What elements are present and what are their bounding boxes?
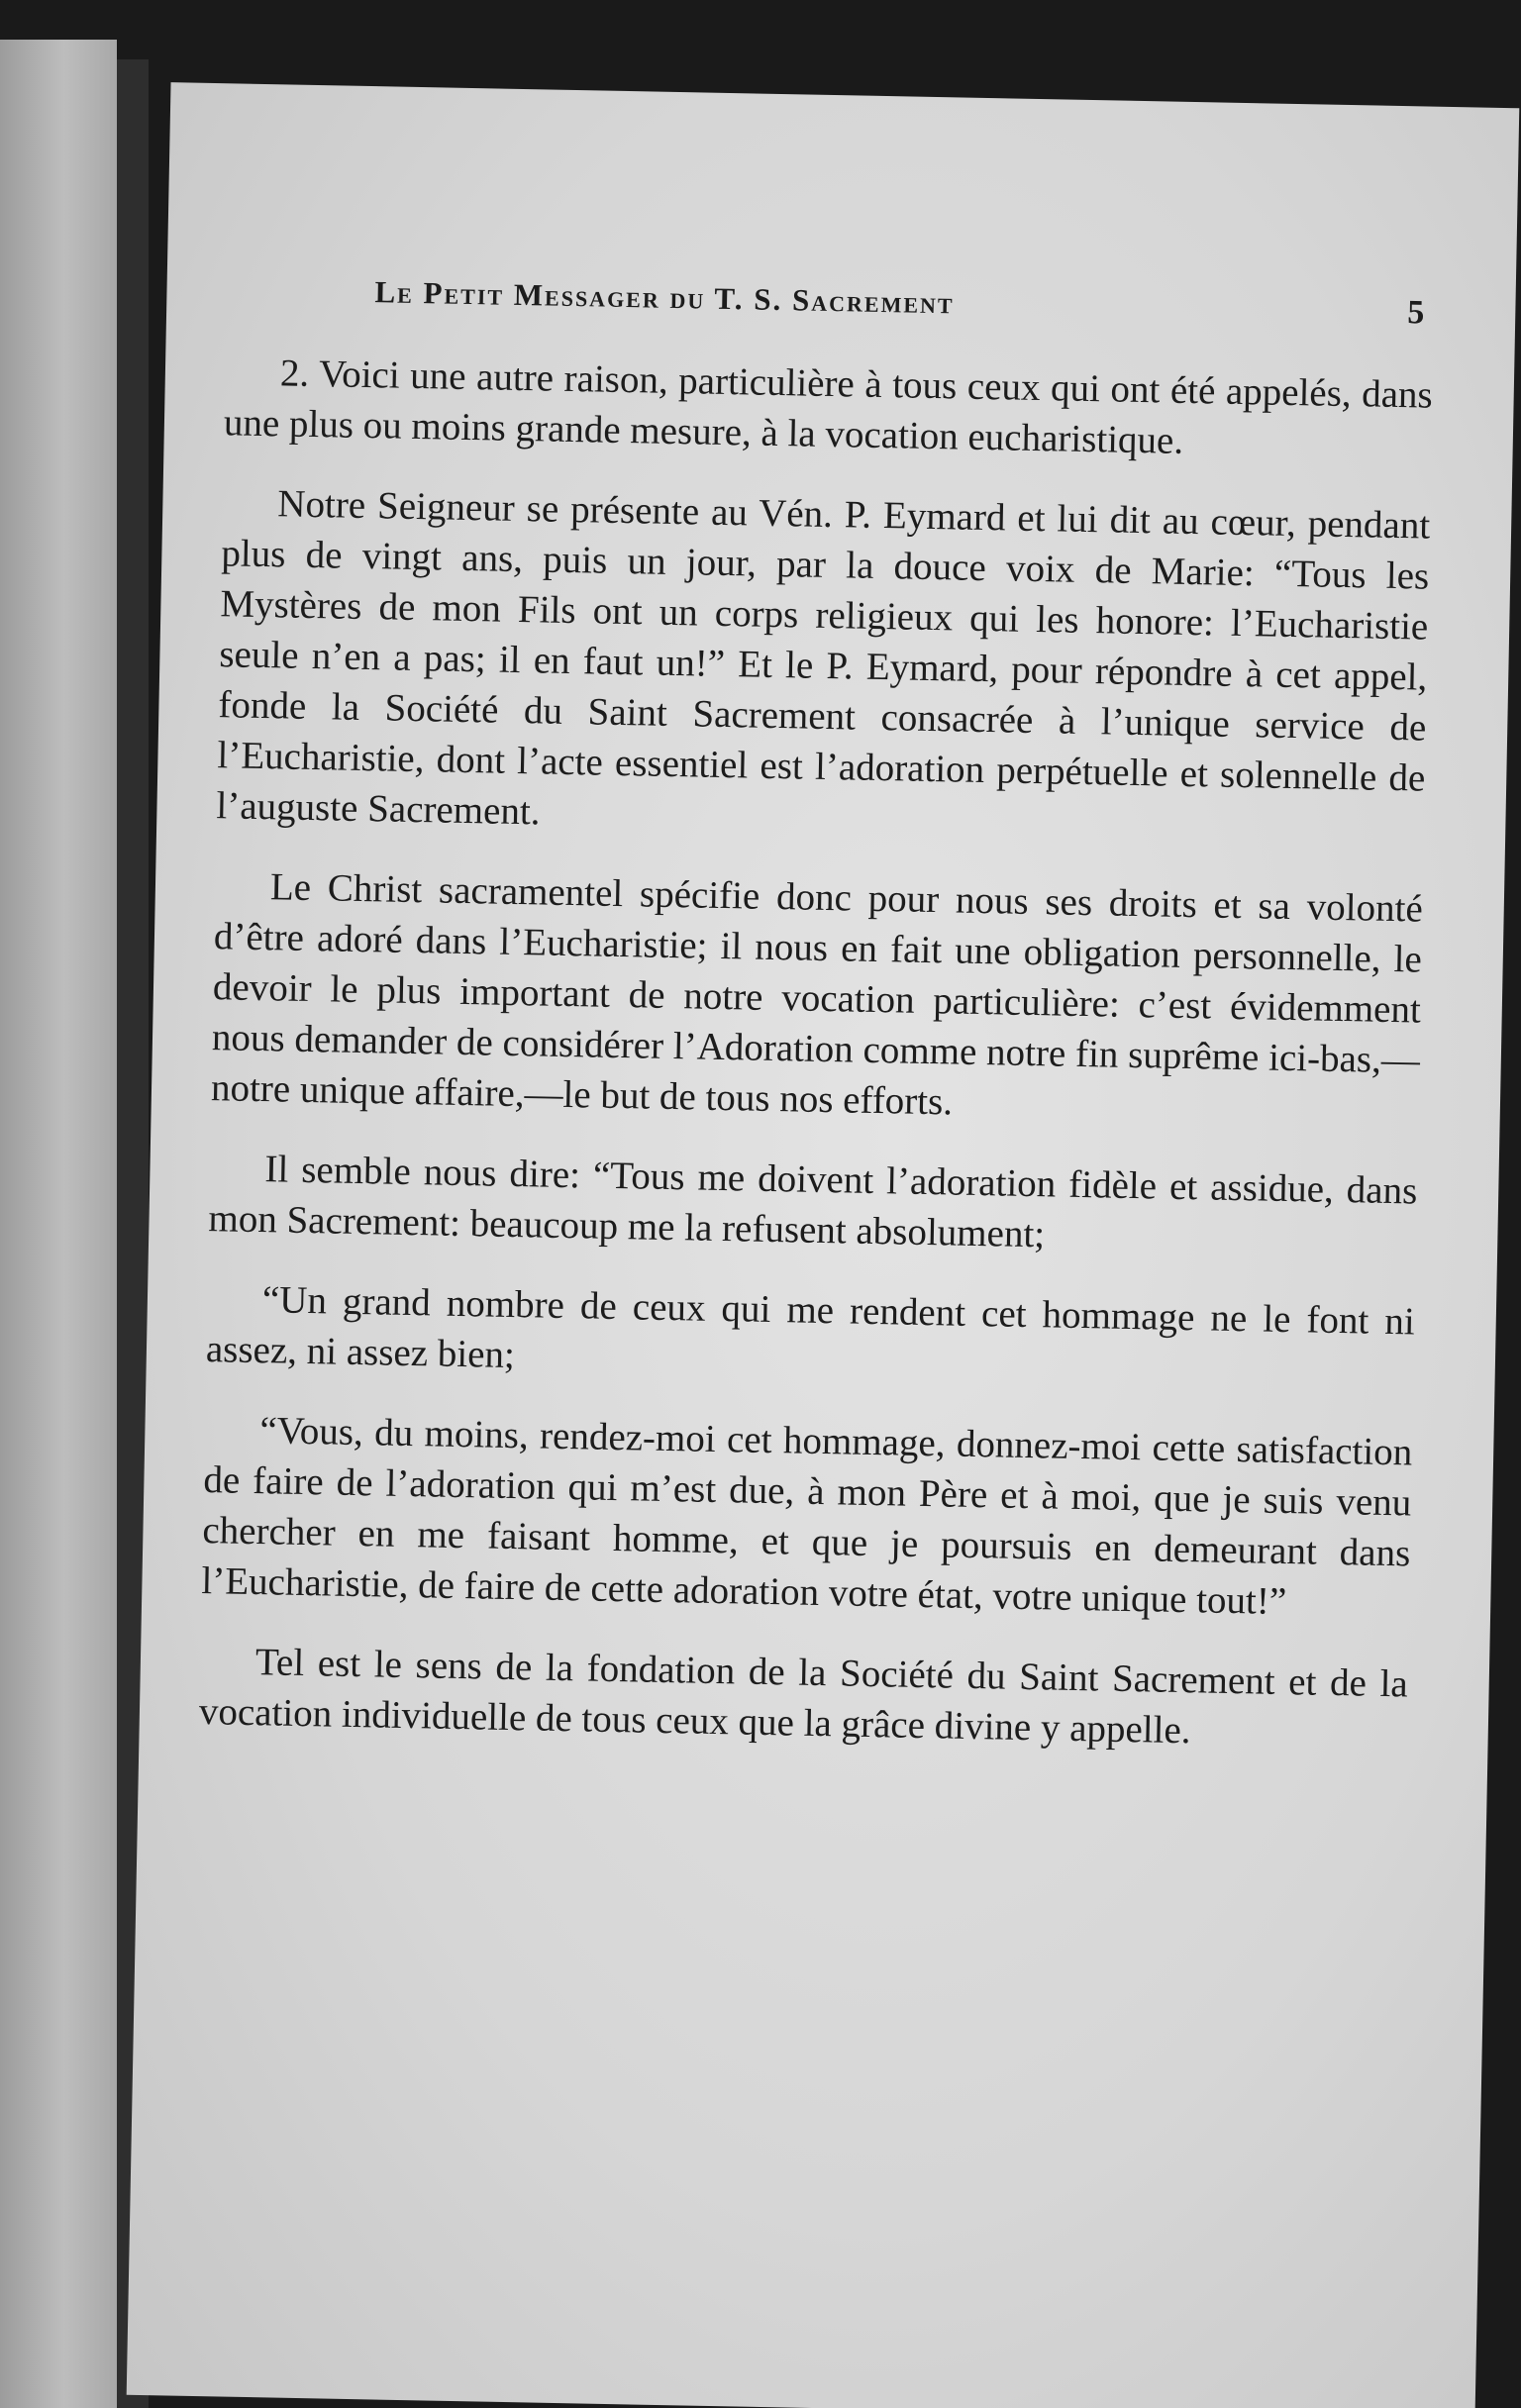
paragraph: Notre Seigneur se présente au Vén. P. Eymard et lui dit au cœur, pendant plus de vingt ans, puis un jour, par la douce voix de Marie: “Tous les Mystères de mon Fils ont un corps religieux qui les honore: l’Eucharistie seule n’en a pas; il en faut un!” Et le P. Eymard, pour répondre à cet appel, fonde la Société du Saint Sacrement consacrée à l’unique service de l’Eucharistie, dont l’acte essentiel est l’adoration perpétuelle et solennelle de l’auguste Sacrement. [216, 482, 1431, 834]
facing-page-edge [0, 40, 117, 2408]
paragraph: “Vous, du moins, rendez-moi cet hommage, donnez-moi cette satisfaction de faire de l’adoration qui m’est due, à mon Père et à moi, que je suis venu chercher en me faisant homme, et que je poursuis en demeurant dans l’Eucharistie, de faire de cette adoration votre état, votre unique tout!” [201, 1409, 1413, 1624]
body-text [198, 347, 1433, 1759]
paragraph: “Un grand nombre de ceux qui me rendent cet hommage ne le font ni assez, ni assez bien; [205, 1278, 1416, 1377]
paragraph: Le Christ sacramentel spécifie donc pour nous ses droits et sa volonté d’être adoré dans l’Eucharistie; il nous en fait une obligation personnelle, le devoir le plus important de notre vocation particulière: c’est évidemment nous demander de considérer l’Adoration comme notre fin suprême ici-bas,—notre unique affaire,—le but de tous nos efforts. [210, 865, 1424, 1124]
paragraph: Tel est le sens de la fondation de la Société du Saint Sacrement et de la vocation individuelle de tous ceux que la grâce divine y appelle. [198, 1641, 1409, 1753]
running-head-title: Le Petit Messager du T. S. Sacrement [374, 274, 956, 321]
paragraph: 2. Voici une autre raison, particulière à tous ceux qui ont été appelés, dans une plus ou moins grande mesure, à la vocation eucharistique. [223, 351, 1434, 462]
page-number: 5 [1406, 294, 1425, 332]
running-head [226, 271, 1435, 353]
page-content [198, 271, 1435, 1789]
paragraph: Il semble nous dire: “Tous me doivent l’adoration fidèle et assidue, dans mon Sacrement: beaucoup me la refusent absolument; [208, 1148, 1418, 1256]
book-page [127, 82, 1520, 2408]
